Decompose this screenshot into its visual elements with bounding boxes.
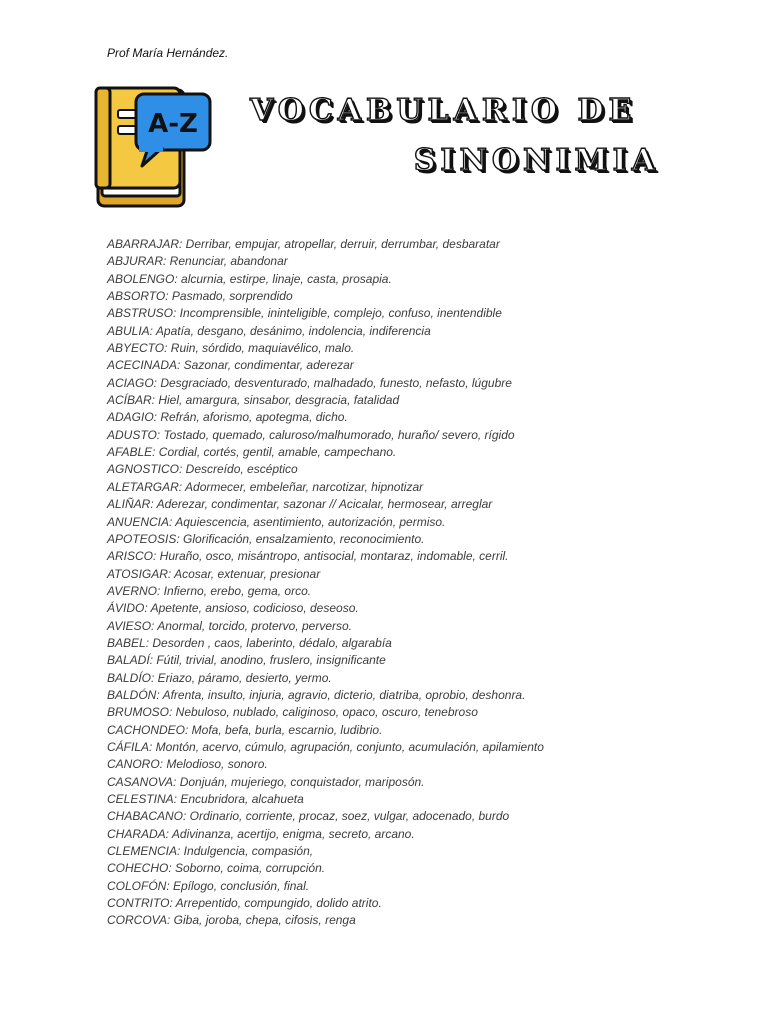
vocabulary-entry: ADUSTO: Tostado, quemado, caluroso/malhumorado, huraño/ severo, rígido	[107, 427, 515, 442]
vocabulary-entry: ABSTRUSO: Incomprensible, ininteligible, complejo, confuso, inentendible	[107, 306, 502, 321]
vocabulary-entry: CÁFILA: Montón, acervo, cúmulo, agrupación, conjunto, acumulación, apilamiento	[107, 739, 544, 754]
vocabulary-entry: CANORO: Melodioso, sonoro.	[107, 757, 268, 772]
vocabulary-entry: ALETARGAR: Adormecer, embeleñar, narcotizar, hipnotizar	[107, 479, 424, 494]
vocabulary-entry: CLEMENCIA: Indulgencia, compasión,	[107, 844, 314, 859]
vocabulary-entry: ABYECTO: Ruin, sórdido, maquiavélico, malo.	[107, 341, 355, 356]
vocabulary-entry: CHARADA: Adivinanza, acertijo, enigma, secreto, arcano.	[107, 826, 415, 841]
vocabulary-entry: ABOLENGO: alcurnia, estirpe, linaje, casta, prosapia.	[107, 271, 392, 286]
vocabulary-entry: AVIESO: Anormal, torcido, protervo, perverso.	[107, 618, 352, 633]
dictionary-az-icon	[92, 84, 216, 212]
vocabulary-entry: ABARRAJAR: Derribar, empujar, atropellar, derruir, derrumbar, desbaratar	[107, 237, 500, 251]
title-line-1: VOCABULARIO DE	[250, 93, 637, 128]
vocabulary-entry: ADAGIO: Refrán, aforismo, apotegma, dicho.	[107, 410, 348, 425]
vocabulary-list	[107, 236, 667, 930]
vocabulary-entry: APOTEOSIS: Glorificación, ensalzamiento, reconocimiento.	[107, 531, 425, 546]
vocabulary-entry: BALADÍ: Fútil, trivial, anodino, fruslero, insignificante	[107, 653, 386, 668]
vocabulary-entry: ABULIA: Apatía, desgano, desánimo, indolencia, indiferencia	[107, 323, 431, 338]
vocabulary-entry: BALDÓN: Afrenta, insulto, injuria, agravio, dicterio, diatriba, oprobio, deshonra.	[107, 687, 526, 702]
title-line-2: SINONIMIA	[413, 143, 660, 178]
author-name: Prof María Hernández.	[107, 46, 229, 60]
vocabulary-entry: AFABLE: Cordial, cortés, gentil, amable, campechano.	[107, 445, 397, 460]
vocabulary-entry: ABSORTO: Pasmado, sorprendido	[107, 289, 293, 304]
vocabulary-entry: BALDÍO: Eriazo, páramo, desierto, yermo.	[107, 670, 332, 685]
vocabulary-entry: ANUENCIA: Aquiescencia, asentimiento, autorización, permiso.	[107, 514, 446, 529]
vocabulary-entry: AVERNO: Infierno, erebo, gema, orco.	[107, 583, 312, 598]
vocabulary-entry: CHABACANO: Ordinario, corriente, procaz, soez, vulgar, adocenado, burdo	[107, 809, 510, 824]
vocabulary-entry: CONTRITO: Arrepentido, compungido, dolido atrito.	[107, 896, 382, 911]
vocabulary-entry: ACÍBAR: Hiel, amargura, sinsabor, desgracia, fatalidad	[107, 393, 400, 408]
vocabulary-entry: ACIAGO: Desgraciado, desventurado, malhadado, funesto, nefasto, lúgubre	[107, 375, 512, 390]
vocabulary-entry: ACECINADA: Sazonar, condimentar, aderezar	[107, 358, 354, 373]
logo-badge-text: A-Z	[148, 109, 198, 139]
vocabulary-entry: CELESTINA: Encubridora, alcahueta	[107, 792, 304, 806]
vocabulary-entry: ATOSIGAR: Acosar, extenuar, presionar	[107, 566, 321, 581]
page-title	[250, 86, 662, 186]
vocabulary-entry: CASANOVA: Donjuán, mujeriego, conquistador, mariposón.	[107, 774, 425, 789]
vocabulary-entry: ARISCO: Huraño, osco, misántropo, antisocial, montaraz, indomable, cerril.	[107, 549, 509, 564]
vocabulary-entry: COHECHO: Soborno, coima, corrupción.	[107, 861, 326, 876]
vocabulary-entry: ALIÑAR: Aderezar, condimentar, sazonar // Acicalar, hermosear, arreglar	[107, 497, 493, 512]
vocabulary-entry: CORCOVA: Giba, joroba, chepa, cifosis, renga	[107, 913, 356, 928]
vocabulary-entry: BRUMOSO: Nebuloso, nublado, caliginoso, opaco, oscuro, tenebroso	[107, 705, 478, 720]
vocabulary-entry: CACHONDEO: Mofa, befa, burla, escarnio, ludibrio.	[107, 722, 383, 737]
vocabulary-entry: COLOFÓN: Epílogo, conclusión, final.	[107, 878, 310, 893]
vocabulary-entry: BABEL: Desorden , caos, laberinto, dédalo, algarabía	[107, 635, 392, 650]
vocabulary-entry: ABJURAR: Renunciar, abandonar	[107, 254, 288, 269]
vocabulary-entry: ÁVIDO: Apetente, ansioso, codicioso, deseoso.	[107, 601, 359, 616]
vocabulary-entry: AGNOSTICO: Descreído, escéptico	[107, 462, 298, 477]
